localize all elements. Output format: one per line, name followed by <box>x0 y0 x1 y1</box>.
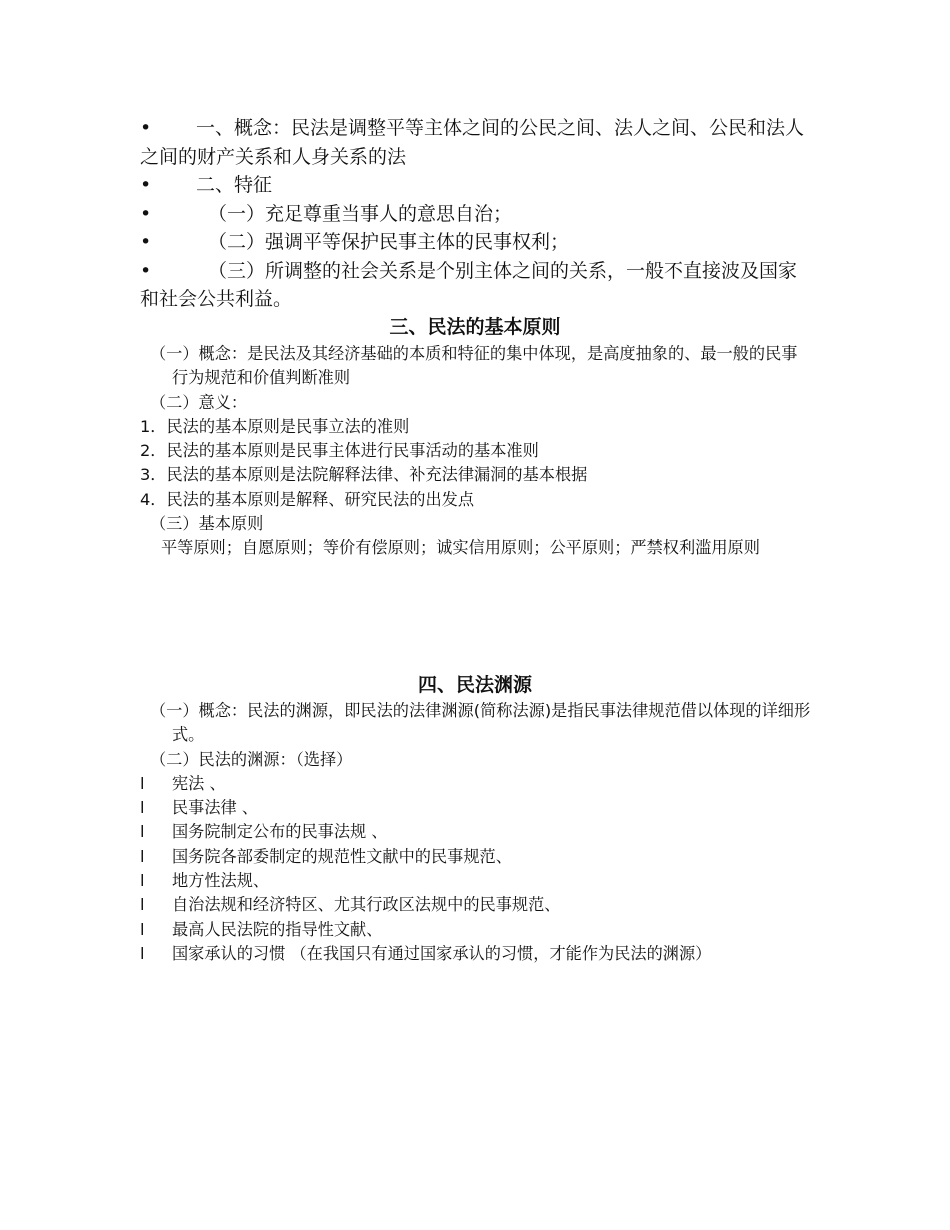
list-marker: l <box>140 871 145 891</box>
source-item <box>140 893 812 917</box>
item-number: 3． <box>140 465 167 485</box>
source-text: 民事法律 、 <box>172 798 259 818</box>
source-text: 国家承认的习惯 （在我国只有通过国家承认的习惯，才能作为民法的渊源） <box>172 943 712 963</box>
list-marker: l <box>140 895 145 915</box>
item-text: 民法的基本原则是解释、研究民法的出发点 <box>166 489 475 509</box>
sources-label: （二）民法的渊源：（选择） <box>150 749 353 769</box>
bullet-mark: • <box>140 117 152 139</box>
list-marker: l <box>140 943 145 963</box>
source-item <box>140 796 812 820</box>
item-text: 民法的基本原则是民事立法的准则 <box>166 416 410 436</box>
source-item <box>140 942 812 966</box>
bullet-text: 二、特征 <box>196 174 273 196</box>
meaning-item <box>140 463 629 487</box>
list-marker: l <box>140 919 145 939</box>
meaning-item <box>140 439 812 463</box>
meaning-item <box>140 415 812 439</box>
source-item <box>140 772 812 796</box>
list-marker: l <box>140 798 145 818</box>
list-marker: l <box>140 846 145 866</box>
bullet-feature-1 <box>140 200 810 229</box>
item-text: 民法的基本原则是法院解释法律、补充法律漏洞的基本根据 <box>166 465 588 485</box>
bullet-feature-3 <box>140 257 810 314</box>
item-number: 1． <box>140 416 167 436</box>
list-marker: l <box>140 822 145 842</box>
item-number: 2． <box>140 441 167 461</box>
bullet-text: （三）所调整的社会关系是个别主体之间的关系，一般不直接波及国家和社会公共利益。 <box>140 259 798 310</box>
bullet-mark: • <box>140 202 152 225</box>
source-text: 地方性法规、 <box>172 871 270 891</box>
bullet-text: 一、概念：民法是调整平等主体之间的公民之间、法人之间、公民和法人之间的财产关系和人身关系的法 <box>140 117 805 168</box>
source-text: 最高人民法院的指导性文献、 <box>172 919 383 939</box>
intro-bullets <box>140 114 810 314</box>
section-three-body <box>140 342 812 561</box>
source-item <box>140 845 812 869</box>
source-text: 国务院各部委制定的规范性文献中的民事规范、 <box>172 846 512 866</box>
principles-label: （三）基本原则 <box>150 514 264 534</box>
bullet-text: （一）充足尊重当事人的意思自治； <box>208 202 513 225</box>
bullet-mark: • <box>140 259 152 282</box>
source-text: 国务院制定公布的民事法规 、 <box>172 822 388 842</box>
source-item <box>140 918 812 942</box>
principles-text: 平等原则；自愿原则；等价有偿原则；诚实信用原则；公平原则；严禁权利滥用原则 <box>161 538 760 558</box>
source-text: 宪法 、 <box>172 773 226 793</box>
section-four-body <box>140 699 812 966</box>
bullet-feature-2 <box>140 228 810 257</box>
bullet-text: （二）强调平等保护民事主体的民事权利； <box>208 231 570 253</box>
source-item <box>140 869 812 893</box>
principles-concept: （一）概念：是民法及其经济基础的本质和特征的集中体现，是高度抽象的、最一般的民事行为规范和价值判断准则 <box>150 344 798 388</box>
section-four-heading: 四、民法渊源 <box>417 674 532 696</box>
sources-concept: （一）概念：民法的渊源，即民法的法律渊源(简称法源)是指民事法律规范借以体现的详细形式。 <box>150 701 811 745</box>
source-text: 自治法规和经济特区、尤其行政区法规中的民事规范、 <box>172 895 561 915</box>
bullet-features <box>140 171 810 200</box>
bullet-mark: • <box>140 231 152 253</box>
bullet-mark: • <box>140 174 152 196</box>
item-number: 4． <box>140 489 167 509</box>
list-marker: l <box>140 773 145 793</box>
meaning-label: （二）意义： <box>150 392 248 412</box>
section-three-heading: 三、民法的基本原则 <box>389 316 561 338</box>
item-text: 民法的基本原则是民事主体进行民事活动的基本准则 <box>166 441 539 461</box>
meaning-item <box>140 488 812 512</box>
bullet-concept <box>140 114 810 171</box>
source-item <box>140 820 812 844</box>
